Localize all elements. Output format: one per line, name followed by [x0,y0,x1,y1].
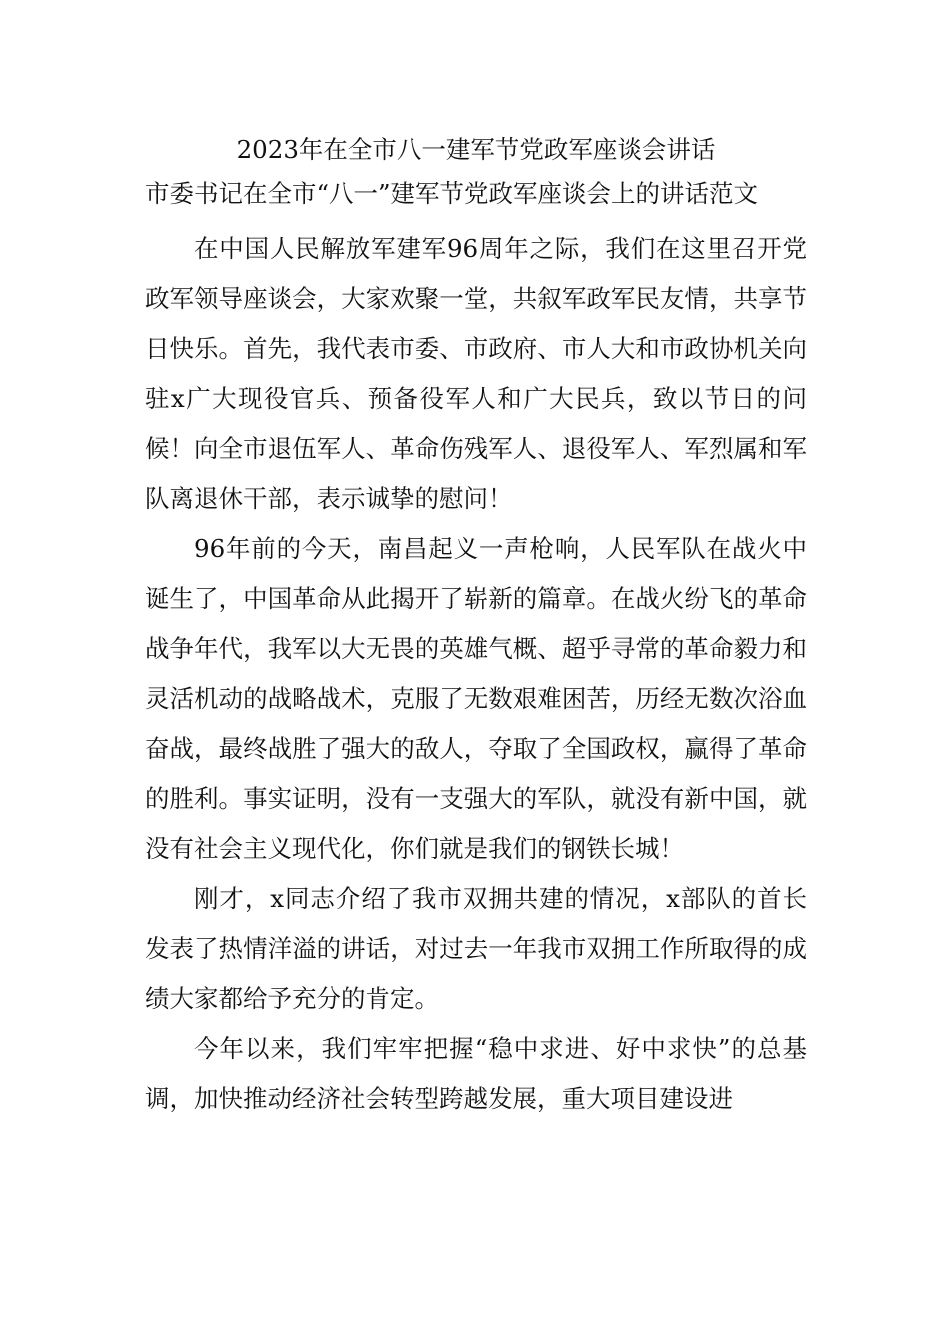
document-subtitle: 市委书记在全市“八一”建军节党政军座谈会上的讲话范文 [145,179,759,208]
paragraph-history: 96年前的今天，南昌起义一声枪响，人民军队在战火中诞生了，中国革命从此揭开了崭新的篇章。在战火纷飞的革命战争年代，我军以大无畏的英雄气概、超乎寻常的革命毅力和灵活机动的战略战术，克服了无数艰难困苦，历经无数次浴血奋战，最终战胜了强大的敌人，夺取了全国政权，赢得了革命的胜利。事实证明，没有一支强大的军队，就没有新中国，就没有社会主义现代化，你们就是我们的钢铁长城！ [145,534,807,863]
paragraph-progress: 今年以来，我们牢牢把握“稳中求进、好中求快”的总基调，加快推动经济社会转型跨越发展，重大项目建设进 [145,1034,807,1113]
paragraph-greeting: 在中国人民解放军建军96周年之际，我们在这里召开党政军领导座谈会，大家欢聚一堂，共叙军政军民友情，共享节日快乐。首先，我代表市委、市政府、市人大和市政协机关向驻x广大现役官兵、预备役军人和广大民兵，致以节日的问候！向全市退伍军人、革命伤残军人、退役军人、军烈属和军队离退休干部，表示诚挚的慰问！ [145,234,807,513]
subtitle-spacer [145,216,807,224]
paragraph-remarks: 刚才，x同志介绍了我市双拥共建的情况，x部队的首长发表了热情洋溢的讲话，对过去一年我市双拥工作所取得的成绩大家都给予充分的肯定。 [145,884,807,1013]
document-body [145,128,807,1124]
document-title: 2023年在全市八一建军节党政军座谈会讲话 [236,135,716,164]
